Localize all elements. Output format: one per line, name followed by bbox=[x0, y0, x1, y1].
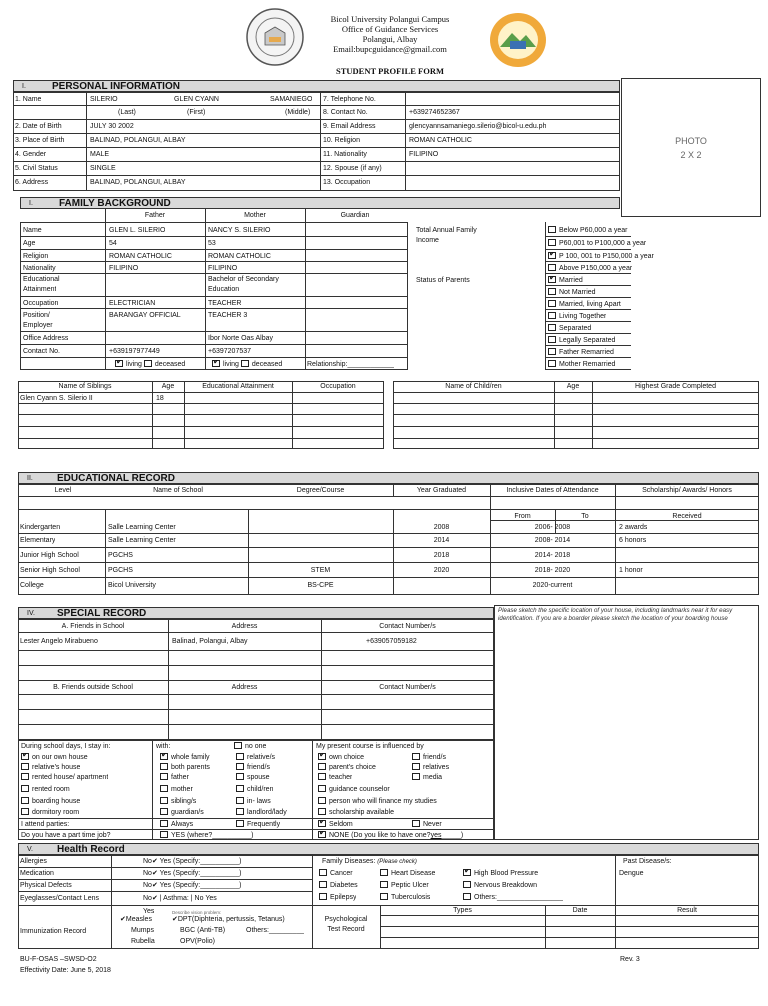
label-last: (Last) bbox=[118, 109, 136, 116]
stay-opt[interactable]: ✔on our own house bbox=[21, 753, 88, 762]
with-checkbox[interactable] bbox=[236, 808, 244, 815]
course-checkbox[interactable] bbox=[412, 773, 420, 780]
friends-out-contact: Contact Number/s bbox=[379, 684, 436, 691]
income-label: Total Annual Family bbox=[416, 227, 477, 234]
edu-school[interactable]: PGCHS bbox=[108, 567, 133, 574]
with-opt2[interactable]: spouse bbox=[236, 773, 270, 782]
income-opt-4[interactable]: Above P150,000 a year bbox=[548, 264, 632, 273]
status-checkbox-1[interactable] bbox=[548, 276, 556, 283]
form-code: BU-F-OSAS –SWSD-O2 bbox=[20, 956, 97, 963]
sib-h-occ: Occupation bbox=[320, 383, 356, 390]
attend-never[interactable]: Never bbox=[412, 820, 442, 829]
header-address: Polangui, Albay bbox=[362, 34, 418, 44]
family-diseases-label: Family Diseases: (Please check) bbox=[322, 858, 417, 865]
edu-school[interactable]: Bicol University bbox=[108, 582, 156, 589]
edu-h-year: Year Graduated bbox=[416, 487, 467, 494]
stay-checkbox[interactable] bbox=[21, 808, 29, 815]
label-civil: 5. Civil Status bbox=[15, 165, 58, 172]
with-opt[interactable]: guardian/s bbox=[160, 808, 204, 817]
stay-checkbox[interactable] bbox=[21, 773, 29, 780]
course-checkbox[interactable] bbox=[318, 753, 326, 760]
status-label: Status of Parents bbox=[416, 277, 470, 284]
with-opt2[interactable]: in- laws bbox=[236, 797, 271, 806]
value-email[interactable]: glencyannsamaniego.silerio@bicol-u.edu.ph bbox=[409, 123, 547, 130]
status-checkbox-3[interactable] bbox=[548, 300, 556, 307]
course-opt[interactable]: person who will finance my studies bbox=[318, 797, 437, 806]
fam-label-age: Age bbox=[23, 240, 36, 247]
past-disease-value[interactable]: Dengue bbox=[619, 870, 644, 877]
disease-checkbox[interactable] bbox=[380, 893, 388, 900]
income-checkbox-2[interactable] bbox=[548, 239, 556, 246]
psych-result: Result bbox=[677, 907, 697, 914]
physical-answer[interactable]: No✔ Yes (Specify:__________) bbox=[143, 882, 242, 889]
label-spouse: 12. Spouse (if any) bbox=[323, 165, 382, 172]
fam-father-occupation[interactable]: ELECTRICIAN bbox=[109, 300, 156, 307]
attend-always[interactable]: Always bbox=[160, 820, 193, 829]
psych-date: Date bbox=[572, 907, 588, 914]
disease-checkbox[interactable] bbox=[319, 881, 327, 888]
label-nationality: 11. Nationality bbox=[323, 151, 367, 158]
disease-checkbox[interactable] bbox=[319, 869, 327, 876]
with-opt[interactable]: both parents bbox=[160, 763, 210, 772]
fam-label-nationality: Nationality bbox=[23, 265, 56, 272]
header-office: Office of Guidance Services bbox=[341, 24, 439, 34]
with-checkbox[interactable] bbox=[236, 785, 244, 792]
with-checkbox[interactable] bbox=[236, 773, 244, 780]
yes-where-checkbox[interactable] bbox=[160, 831, 168, 838]
sib-row1-name[interactable]: Glen Cyann S. Silerio II bbox=[20, 395, 93, 402]
value-address[interactable]: BALINAD, POLANGUI, ALBAY bbox=[90, 179, 186, 186]
fam-father-position[interactable]: BARANGAY OFFICIAL bbox=[109, 312, 181, 319]
parttime-label: Do you have a part time job? bbox=[21, 832, 111, 839]
label-telephone: 7. Telephone No. bbox=[323, 96, 376, 103]
label-address: 6. Address bbox=[15, 179, 49, 186]
parttime-none[interactable]: ✔ NONE (Do you like to have one?yes_____) bbox=[318, 831, 463, 840]
with-checkbox[interactable] bbox=[160, 763, 168, 770]
label-dob: 2. Date of Birth bbox=[15, 123, 62, 130]
edu-school[interactable]: Salle Learning Center bbox=[108, 524, 176, 531]
header-campus: Bicol University Polangui Campus bbox=[330, 14, 450, 24]
fam-label-education: Educational bbox=[23, 276, 60, 283]
fam-label-position: Position/ bbox=[23, 312, 50, 319]
imm-others[interactable]: Others:_________ bbox=[246, 927, 304, 934]
friends-in-header: A. Friends in School bbox=[61, 623, 125, 630]
edu-h-awards: Scholarship/ Awards/ Honors bbox=[642, 487, 732, 494]
child-h-age: Age bbox=[566, 383, 580, 390]
sketch-area[interactable] bbox=[494, 605, 759, 840]
value-gender[interactable]: MALE bbox=[90, 151, 110, 158]
friend1-contact[interactable]: +639057059182 bbox=[366, 638, 417, 645]
sib-h-edu: Educational Attainment bbox=[202, 383, 274, 390]
fam-mother-age[interactable]: 53 bbox=[208, 240, 216, 247]
photo-label: PHOTO bbox=[675, 136, 707, 146]
fam-label-office: Office Address bbox=[23, 335, 69, 342]
status-checkbox-5[interactable] bbox=[548, 324, 556, 331]
label-religion: 10. Religion bbox=[323, 137, 360, 144]
disease-checkbox[interactable] bbox=[380, 881, 388, 888]
edu-awards[interactable]: 2 awards bbox=[619, 524, 648, 531]
value-last[interactable]: SILERIO bbox=[90, 96, 118, 103]
mother-living-status[interactable]: ✔ living deceased bbox=[212, 360, 282, 369]
course-checkbox[interactable] bbox=[318, 773, 326, 780]
value-first[interactable]: GLEN CYANN bbox=[174, 96, 219, 103]
stay-checkbox[interactable] bbox=[21, 763, 29, 770]
stay-opt[interactable]: rented room bbox=[21, 785, 70, 794]
course-opt[interactable]: ✔own choice bbox=[318, 753, 364, 762]
label-occupation: 13. Occupation bbox=[323, 179, 371, 186]
fam-mother-nationality[interactable]: FILIPINO bbox=[208, 265, 238, 272]
status-opt-7[interactable]: Father Remarried bbox=[548, 348, 614, 357]
eyeglasses-label: Eyeglasses/Contact Lens bbox=[20, 895, 99, 902]
effectivity-date: Effectivity Date: June 5, 2018 bbox=[20, 967, 111, 974]
disease-checkbox[interactable] bbox=[463, 893, 471, 900]
physical-label: Physical Defects bbox=[20, 882, 72, 889]
income-checkbox-4[interactable] bbox=[548, 264, 556, 271]
edu-h-school: Name of School bbox=[153, 487, 203, 494]
vision-yes: Yes bbox=[143, 908, 155, 915]
section-special-header: IV. SPECIAL RECORD bbox=[18, 607, 494, 619]
disease-checkbox[interactable] bbox=[319, 893, 327, 900]
with-label: with: bbox=[156, 743, 171, 750]
child-h-grade: Highest Grade Completed bbox=[635, 383, 716, 390]
section-personal-header: I. PERSONAL INFORMATION bbox=[13, 80, 620, 92]
disease-opt3[interactable]: ✔High Blood Pressure bbox=[463, 869, 538, 878]
friend1-name[interactable]: Lester Angelo Mirabueno bbox=[20, 638, 98, 645]
edu-h-degree: Degree/Course bbox=[296, 487, 345, 494]
col-guardian: Guardian bbox=[340, 212, 370, 219]
fam-mother-religion[interactable]: ROMAN CATHOLIC bbox=[208, 253, 271, 260]
immunization-label: Immunization Record bbox=[20, 928, 87, 935]
father-living-status[interactable]: ✔living deceased bbox=[115, 360, 185, 369]
section-family-header: I. FAMILY BACKGROUND bbox=[20, 197, 620, 209]
value-religion[interactable]: ROMAN CATHOLIC bbox=[409, 137, 472, 144]
status-checkbox-8[interactable] bbox=[548, 360, 556, 367]
edu-year[interactable]: 2014 bbox=[433, 537, 450, 544]
fam-mother-office[interactable]: Ibor Norte Oas Albay bbox=[208, 335, 273, 342]
with-opt[interactable]: sibling/s bbox=[160, 797, 196, 806]
fam-mother-position[interactable]: TEACHER 3 bbox=[208, 312, 248, 319]
stay-checkbox[interactable] bbox=[21, 797, 29, 804]
edu-school[interactable]: Salle Learning Center bbox=[108, 537, 176, 544]
father-living-checkbox[interactable] bbox=[115, 360, 123, 367]
imm-measles[interactable]: ✔Measles bbox=[120, 916, 152, 923]
edu-awards[interactable]: 1 honor bbox=[619, 567, 643, 574]
section-health-header: V. Health Record bbox=[18, 843, 759, 855]
label-email: 9. Email Address bbox=[323, 123, 376, 130]
col-father: Father bbox=[144, 212, 166, 219]
course-checkbox[interactable] bbox=[318, 808, 326, 815]
fam-father-religion[interactable]: ROMAN CATHOLIC bbox=[109, 253, 172, 260]
imm-mumps[interactable]: Mumps bbox=[131, 927, 154, 934]
status-opt-1[interactable]: ✔ Married bbox=[548, 276, 583, 285]
edu-dates[interactable]: 2020-current bbox=[532, 582, 573, 589]
status-opt-4[interactable]: Living Together bbox=[548, 312, 606, 321]
disease-opt[interactable]: Diabetes bbox=[319, 881, 358, 890]
fam-mother-education[interactable]: Bachelor of Secondary bbox=[208, 276, 279, 283]
fam-label-occupation: Occupation bbox=[23, 300, 59, 307]
course-checkbox[interactable] bbox=[318, 785, 326, 792]
medication-answer[interactable]: No✔ Yes (Specify:__________) bbox=[143, 870, 242, 877]
stay-opt[interactable]: relative's house bbox=[21, 763, 80, 772]
edu-year[interactable]: 2020 bbox=[433, 567, 450, 574]
course-opt2[interactable]: friend/s bbox=[412, 753, 446, 762]
with-checkbox[interactable] bbox=[160, 785, 168, 792]
with-checkbox[interactable] bbox=[236, 763, 244, 770]
imm-opv[interactable]: OPV(Polio) bbox=[180, 938, 216, 945]
value-middle[interactable]: SAMANIEGO bbox=[270, 96, 313, 103]
fam-father-name[interactable]: GLEN L. SILERIO bbox=[109, 227, 166, 234]
disease-opt[interactable]: Epilepsy bbox=[319, 893, 356, 902]
label-name: 1. Name bbox=[15, 96, 42, 103]
course-checkbox[interactable] bbox=[318, 763, 326, 770]
edu-level: Elementary bbox=[20, 537, 56, 544]
fam-label-religion: Religion bbox=[23, 253, 49, 260]
sib-h-age: Age bbox=[161, 383, 175, 390]
status-opt-6[interactable]: Legally Separated bbox=[548, 336, 615, 345]
label-first: (First) bbox=[187, 109, 206, 116]
photo-size: 2 X 2 bbox=[680, 150, 702, 160]
with-opt2[interactable]: landlord/lady bbox=[236, 808, 287, 817]
fam-label-education2: Attainment bbox=[23, 286, 57, 293]
edu-dates[interactable]: 2008- 2014 bbox=[534, 537, 571, 544]
col-mother: Mother bbox=[244, 212, 266, 219]
disease-checkbox[interactable] bbox=[380, 869, 388, 876]
course-opt[interactable]: parent's choice bbox=[318, 763, 376, 772]
fam-label-position2: Employer bbox=[23, 322, 53, 329]
edu-level: Junior High School bbox=[20, 552, 79, 559]
friend1-address[interactable]: Balinad, Polangui, Albay bbox=[172, 638, 248, 645]
status-opt-2[interactable]: Not Married bbox=[548, 288, 596, 297]
edu-received: Received bbox=[672, 513, 702, 520]
status-checkbox-2[interactable] bbox=[548, 288, 556, 295]
sib-h-name: Name of Siblings bbox=[58, 383, 112, 390]
status-checkbox-7[interactable] bbox=[548, 348, 556, 355]
form-title: STUDENT PROFILE FORM bbox=[336, 66, 444, 76]
with-no-one[interactable]: no one bbox=[234, 742, 266, 751]
never-checkbox[interactable] bbox=[412, 820, 420, 827]
psych-types: Types bbox=[453, 907, 472, 914]
stay-opt[interactable]: boarding house bbox=[21, 797, 80, 806]
allergies-label: Allergies bbox=[20, 858, 47, 865]
seldom-checkbox[interactable] bbox=[318, 820, 326, 827]
guardian-relationship[interactable]: Relationship:____________ bbox=[307, 361, 395, 368]
disease-opt3[interactable]: Nervous Breakdown bbox=[463, 881, 537, 890]
header-email: Email:bupcguidance@gmail.com bbox=[333, 44, 447, 54]
stay-opt[interactable]: rented house/ apartment bbox=[21, 773, 108, 782]
photo-box[interactable] bbox=[621, 78, 761, 217]
friends-in-contact: Contact Number/s bbox=[379, 623, 436, 630]
edu-from: From bbox=[514, 513, 531, 520]
status-checkbox-4[interactable] bbox=[548, 312, 556, 319]
stay-checkbox[interactable] bbox=[21, 785, 29, 792]
edu-level: Senior High School bbox=[20, 567, 80, 574]
label-gender: 4. Gender bbox=[15, 151, 47, 158]
label-middle: (Middle) bbox=[285, 109, 311, 116]
allergies-answer[interactable]: No✔ Yes (Specify:__________) bbox=[143, 858, 242, 865]
status-checkbox-6[interactable] bbox=[548, 336, 556, 343]
psych-label2: Test Record bbox=[327, 926, 365, 933]
edu-awards[interactable]: 6 honors bbox=[619, 537, 647, 544]
edu-level: College bbox=[20, 582, 44, 589]
imm-bgc[interactable]: BGC (Anti-TB) bbox=[180, 927, 226, 934]
university-seal bbox=[245, 7, 305, 67]
disease-opt2[interactable]: Peptic Ulcer bbox=[380, 881, 429, 890]
value-dob[interactable]: JULY 30 2002 bbox=[90, 123, 134, 130]
status-opt-5[interactable]: Separated bbox=[548, 324, 591, 333]
father-deceased-checkbox[interactable] bbox=[144, 360, 152, 367]
value-contact[interactable]: +639274652367 bbox=[409, 109, 460, 116]
disease-checkbox[interactable] bbox=[463, 869, 471, 876]
no-one-checkbox[interactable] bbox=[234, 742, 242, 749]
edu-degree[interactable]: STEM bbox=[310, 567, 331, 574]
income-checkbox-3[interactable] bbox=[548, 252, 556, 259]
course-opt2[interactable]: relatives bbox=[412, 763, 449, 772]
parttime-yes[interactable]: YES (where?__________) bbox=[160, 831, 254, 840]
fam-mother-occupation[interactable]: TEACHER bbox=[208, 300, 242, 307]
fam-father-nationality[interactable]: FILIPINO bbox=[109, 265, 139, 272]
with-checkbox[interactable] bbox=[160, 808, 168, 815]
course-checkbox[interactable] bbox=[412, 763, 420, 770]
past-disease-label: Past Disease/s: bbox=[623, 858, 672, 865]
with-opt[interactable]: ✔whole family bbox=[160, 753, 210, 762]
frequently-checkbox[interactable] bbox=[236, 820, 244, 827]
with-checkbox[interactable] bbox=[160, 773, 168, 780]
course-checkbox[interactable] bbox=[318, 797, 326, 804]
status-opt-8[interactable]: Mother Remarried bbox=[548, 360, 615, 369]
disease-opt2[interactable]: Tuberculosis bbox=[380, 893, 430, 902]
mother-living-checkbox[interactable] bbox=[212, 360, 220, 367]
section-education-header: II. EDUCATIONAL RECORD bbox=[18, 472, 759, 484]
value-pob[interactable]: BALINAD, POLANGUI, ALBAY bbox=[90, 137, 186, 144]
imm-rubella[interactable]: Rubella bbox=[131, 938, 155, 945]
value-nationality[interactable]: FILIPINO bbox=[409, 151, 439, 158]
revision: Rev. 3 bbox=[620, 956, 640, 963]
with-opt2[interactable]: relative/s bbox=[236, 753, 275, 762]
with-opt[interactable]: mother bbox=[160, 785, 193, 794]
office-logo bbox=[488, 11, 548, 69]
eyeglasses-answer[interactable]: No✔ | Asthma: | No Yes bbox=[143, 895, 217, 902]
fam-label-contact: Contact No. bbox=[23, 348, 60, 355]
edu-year[interactable]: 2018 bbox=[433, 552, 450, 559]
course-opt[interactable]: scholarship available bbox=[318, 808, 394, 817]
fam-mother-education2[interactable]: Education bbox=[208, 286, 240, 293]
medication-label: Medication bbox=[20, 870, 54, 877]
with-checkbox[interactable] bbox=[236, 797, 244, 804]
sketch-note: Please sketch the specific location of your house, including landmarks near it for easy identification. If you are a boarder please sketch the location of your boarding house bbox=[498, 607, 733, 622]
attend-frequently[interactable]: Frequently bbox=[236, 820, 280, 829]
with-checkbox[interactable] bbox=[236, 753, 244, 760]
edu-dates[interactable]: 2006- 2008 bbox=[534, 524, 571, 531]
fam-label-name: Name bbox=[23, 227, 42, 234]
course-opt2[interactable]: media bbox=[412, 773, 442, 782]
income-opt-3[interactable]: ✔P 100, 001 to P150,000 a year bbox=[548, 252, 654, 261]
sib-row1-age[interactable]: 18 bbox=[156, 395, 164, 402]
edu-school[interactable]: PGCHS bbox=[108, 552, 133, 559]
edu-level: Kindergarten bbox=[20, 524, 61, 531]
edu-degree[interactable]: BS-CPE bbox=[307, 582, 334, 589]
attend-label: I attend parties: bbox=[21, 821, 70, 828]
friends-out-header: B. Friends outside School bbox=[53, 684, 133, 691]
with-checkbox[interactable] bbox=[160, 797, 168, 804]
fam-father-contact[interactable]: +639197977449 bbox=[109, 348, 160, 355]
fam-father-age[interactable]: 54 bbox=[109, 240, 117, 247]
edu-to: To bbox=[581, 513, 589, 520]
disease-opt2[interactable]: Heart Disease bbox=[380, 869, 435, 878]
course-checkbox[interactable] bbox=[412, 753, 420, 760]
label-contact: 8. Contact No. bbox=[323, 109, 368, 116]
course-opt[interactable]: guidance counselor bbox=[318, 785, 390, 794]
child-h-name: Name of Child/ren bbox=[445, 383, 502, 390]
with-opt[interactable]: father bbox=[160, 773, 189, 782]
disease-opt3[interactable]: Others:_________________ bbox=[463, 893, 563, 902]
psych-label: Psychological bbox=[324, 916, 368, 923]
edu-dates[interactable]: 2018- 2020 bbox=[534, 567, 571, 574]
disease-checkbox[interactable] bbox=[463, 881, 471, 888]
always-checkbox[interactable] bbox=[160, 820, 168, 827]
fam-mother-name[interactable]: NANCY S. SILERIO bbox=[208, 227, 271, 234]
edu-h-level: Level bbox=[54, 487, 72, 494]
with-opt2[interactable]: child/ren bbox=[236, 785, 273, 794]
friends-out-address: Address bbox=[231, 684, 258, 691]
vision-problem: Describe vision problem: bbox=[172, 910, 222, 915]
with-checkbox[interactable] bbox=[160, 753, 168, 760]
edu-dates[interactable]: 2014- 2018 bbox=[534, 552, 571, 559]
disease-opt[interactable]: Cancer bbox=[319, 869, 353, 878]
edu-year[interactable]: 2008 bbox=[433, 524, 450, 531]
value-civil[interactable]: SINGLE bbox=[90, 165, 116, 172]
stay-opt[interactable]: dormitory room bbox=[21, 808, 79, 817]
friends-in-address: Address bbox=[231, 623, 258, 630]
income-checkbox-1[interactable] bbox=[548, 226, 556, 233]
course-label: My present course is influenced by bbox=[316, 743, 424, 750]
mother-deceased-checkbox[interactable] bbox=[241, 360, 249, 367]
edu-h-dates: Inclusive Dates of Attendance bbox=[506, 487, 599, 494]
with-opt2[interactable]: friend/s bbox=[236, 763, 270, 772]
status-opt-3[interactable]: Married, living Apart bbox=[548, 300, 621, 309]
label-pob: 3. Place of Birth bbox=[15, 137, 65, 144]
fam-mother-contact[interactable]: +6397207537 bbox=[208, 348, 252, 355]
course-opt[interactable]: teacher bbox=[318, 773, 352, 782]
income-opt-1[interactable]: Below P60,000 a year bbox=[548, 226, 628, 235]
attend-seldom[interactable]: ✔ Seldom bbox=[318, 820, 353, 829]
income-label2: Income bbox=[416, 237, 439, 244]
stay-label: During school days, I stay in: bbox=[21, 743, 111, 750]
income-opt-2[interactable]: P60,001 to P100,000 a year bbox=[548, 239, 646, 248]
stay-checkbox[interactable] bbox=[21, 753, 29, 760]
none-checkbox[interactable] bbox=[318, 831, 326, 838]
imm-dpt[interactable]: ✔DPT(Diphteria, pertussis, Tetanus) bbox=[172, 916, 285, 923]
